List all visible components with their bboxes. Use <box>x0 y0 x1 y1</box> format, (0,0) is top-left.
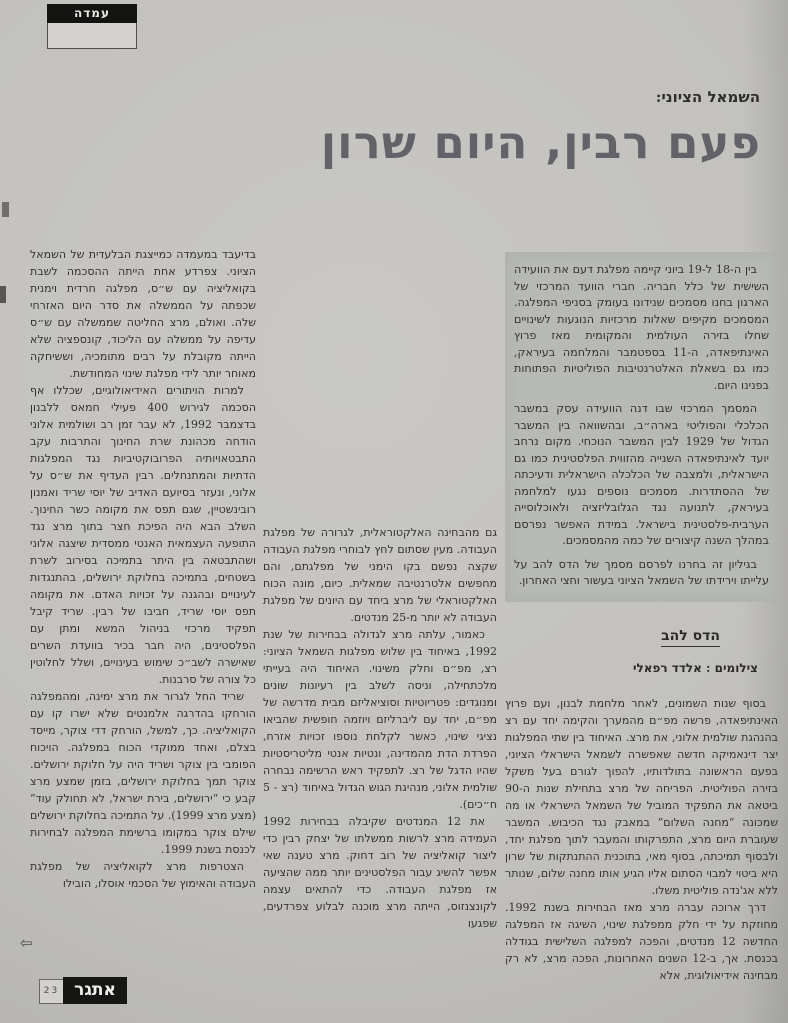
body-paragraph: למרות הויתורים האידיאולוגיים, שכללו אף הסכמה לגירוש 400 פעילי חמאס ללבנון בדצמבר 1992, לא עבר זמן רב ושולמית אלוני הודחה מכהונת שרת החינוך והתרבות עקב התבטאויותיה הפרובוקטיביות נגד המפלגות הדתיות והמתנחלים. רבין העדיף את ש״ס על אלוני, ונעזר בסיועם האדיב של יוסי שריד ואמנון רובינשטיין, שגם תפס את מקומה כשר החינוך. השלב הבא היה הפיכת חצר בתוך מרצ נגד התופעה העצמאית האנטי ממסדית שיצגה אלוני ושהתבטאה בין היתר בתמיכה בסירוב לשרת בשטחים, בתמיכה בחלוקת ירושלים, בהתנגדות לעינויים ובהגנה על זכויות האדם. את מקומה תפס יוסי שריד, חביבו של רבין. שריד קיבל תפקיד מרכזי בניהול המשא ומתן עם הפלסטינים, היה חבר בכיר בוועדת השרים שאישרה לשב״כ שימוש בעינויים, ושלל לחלוטין כל צורה של סרבנות. <box>30 384 256 686</box>
column-right <box>505 252 778 984</box>
body-paragraph: שריד החל לגרור את מרצ ימינה, ומהמפלגה הורחקו בהדרגה אלמנטים שלא ישרו קו עם הקואליציה. כך, למשל, הורחק דדי צוקר, מייסד בצלם, ואחד ממוקדי הכוח במפלגה. הויכוח הפומבי בין צוקר ושריד היה על חלוקת ירושלים. צוקר תמך בחלוקת ירושלים, בזמן שמצע מרצ קבע כי “ירושלים, בירת ישראל, לא תחולק עוד” (מצע מרצ 1999). על התמיכה בחלוקת ירושלים שילם צוקר במקומו ברשימת המפלגה לבחירות לכנסת בשנת 1999. <box>30 690 257 856</box>
magazine-logo: אתגר <box>63 977 127 1004</box>
page-number: 23 <box>39 979 64 1004</box>
intro-box <box>505 252 778 602</box>
scan-mark-artifact <box>2 202 9 217</box>
column-middle <box>263 524 497 932</box>
photo-credit: צילומים : אלדד רפאלי <box>632 660 758 675</box>
body-paragraph-continued: בדיעבד במעמדה כמייצגת הבלעדית של השמאל הציוני. צפרדע אחת הייתה ההסכמה לשבת בקואליציה עם ש״ס, מפלגה חרדית וימנית שכפתה על הממשלה את סדר היום האזרחי שלה. ואולם, מרצ החליטה שממשלה עם ש״ס עדיפה על ממשלה עם הליכוד, קונספציה שלא הייתה מקובלת על רבים מתומכיה, וששיחקה מאוחר יותר לידי מפלגת שינוי המחודשת. <box>30 248 256 380</box>
section-stamp-label: עמדה <box>74 6 110 20</box>
continued-arrow-icon: ⇦ <box>20 934 33 952</box>
body-paragraph: בסוף שנות השמונים, לאחר מלחמת לבנון, ועם פרוץ האינתיפאדה, פרשה מפ״ם מהמערך והקימה יחד עם רצ בהנהגת שולמית אלוני, את מרצ. האיחוד בין שתי המפלגות יצר דינאמיקה חדשה שאפשרה לשמאל הישראלי הציוני, בפעם הראשונה בתולדותיו, להפוך לגורם בעל משקל בזירה הפוליטית. הפריחה של מרצ בתחילת שנות ה-90 ביטאה את התפקיד המוביל של השמאל הישראלי או מה שמכונה “מחנה השלום” במאבק נגד הכיבוש. המשבר שעוברת היום מרצ, התפרקותו והמעבר לתוך מפלגת יחד, ולבסוף תמיכתה, בסוף מאי, בתוכנית ההתנתקות של שרון היא ביטוי למבוי הסתום אליו הגיע אותו מחנה שלום, שנותר ללא אג'נדה פוליטית משלו. <box>505 696 778 897</box>
body-paragraph-continued: גם מהבחינה האלקטוראלית, לגרורה של מפלגת העבודה. מעין שסתום לחץ לבוחרי מפלגת העבודה שקצה נפשם בקו הימני של מפלגתם, והם מחפשים אלטרנטיבה שמאלית. כיום, מונה הכוח האלקטוראלי של מרצ ביחד עם היונים של מפלגת העבודה לא יותר מ-25 מנדטים. <box>263 526 497 624</box>
body-paragraph: את 12 המנדטים שקיבלה בבחירות 1992 העמידה מרצ לרשות ממשלתו של יצחק רבין כדי ליצור קואליציה של רוב דחוק. מרצ טענה שאי אפשר להשיג עבור הפלסטינים יותר ממה שהציעה אז מפלגת העבודה. כדי להתאים עצמה לקונצנזוס, הייתה מרצ מוכנה לבלוע צפרדעים, שפגעו <box>263 815 497 930</box>
intro-paragraph: בין ה-18 ל-19 ביוני קיימה מפלגת דעם את הוועידה השישית של כלל חבריה. חברי הוועד המרכזי של הארגון בחנו מסמכים שנידונו בעומק בסניפי המפלגה. המסמכים מקיפים שאלות מרכזיות הנוגעות לשינויים שחלו בזירה העולמית והמקומית מאז פרוץ האינתיפאדה, ה-11 בספטמבר והמלחמה בעיראק, כמו גם בשאלת האלטרנטיבות הפוליטיות הפתוחות בפנינו היום. <box>514 263 769 392</box>
section-stamp <box>47 4 137 49</box>
author-name-text: הדס להב <box>661 628 720 647</box>
intro-paragraph: המסמך המרכזי שבו דנה הוועידה עסק במשבר הכלכלי והפוליטי בארה״ב, ובהשוואה בין המשבר הגדול של 1929 לבין המשבר הנוכחי. מקום נרחב יועד לאינתיפאדה השנייה מהזווית הפלסטינית כמו גם הישראלית, ולמצבה של הכלכלה הישראלית ודעיכתה של ההסתדרות. מסמכים נוספים נגעו למלחמה בעיראק, לתנועה נגד הגלובליזציה ולאוכלוסייה הערבית-פלסטינית בישראל. במידת האפשר נפרסם במהלך השנה קיצורים של כמה מהמסמכים. <box>514 402 769 547</box>
body-paragraph: הצטרפות מרצ לקואליציה של מפלגת העבודה והאימוץ של הסכמי אוסלו, הובילו <box>30 860 256 890</box>
author-name <box>505 628 720 645</box>
article-kicker: השמאל הציוני: <box>655 88 760 106</box>
body-paragraph: דרך ארוכה עברה מרצ מאז הבחירות בשנת 1992. מחוזקת על ידי חלק ממפלגת שינוי, השיגה אז המפלגה החדשה 12 מנדטים, והפכה למפלגה השלישית בגודלה בכנסת. אך, ב-12 השנים האחרונות, הפכה מרצ, לא רק מבחינה אידיאולוגית, אלא <box>505 900 778 982</box>
body-paragraph: כאמור, עלתה מרצ לגדולה בבחירות של שנת 1992, באיחוד בין שלוש מפלגות השמאל הציוני: רצ, מפ״ם וחלק משינוי. האיחוד היה בעייתי מלכתחילה, וניסה לשלב בין רעיונות שונים ומנוגדים: פטריוטיות וסוציאליזם מבית מדרשה של מפ״ם, יחד עם ליברליזם ויוזמה חופשית שהביאו נציגי שינוי, כאשר לקלחת נוספו זכויות אזרח, הפרדת הדת מהמדינה, ונטיות אנטי מליטריסטיות שהיו הדגל של רצ. לתפקיד ראש הרשימה נבחרה שולמית אלוני, מנהיגת הגוש הגדול באיחוד (רצ - 5 ח״כים). <box>263 628 497 811</box>
section-stamp-header <box>47 4 137 23</box>
scan-mark-artifact <box>0 286 6 303</box>
intro-paragraph: בגיליון זה בחרנו לפרסם מסמך של הדס להב על עלייתו וירידתו של השמאל הציוני בעשור וחצי האחרון. <box>514 557 769 587</box>
article-title: פעם רבין, היום שרון <box>320 116 761 169</box>
column-left <box>30 246 256 892</box>
section-stamp-box <box>47 23 137 49</box>
